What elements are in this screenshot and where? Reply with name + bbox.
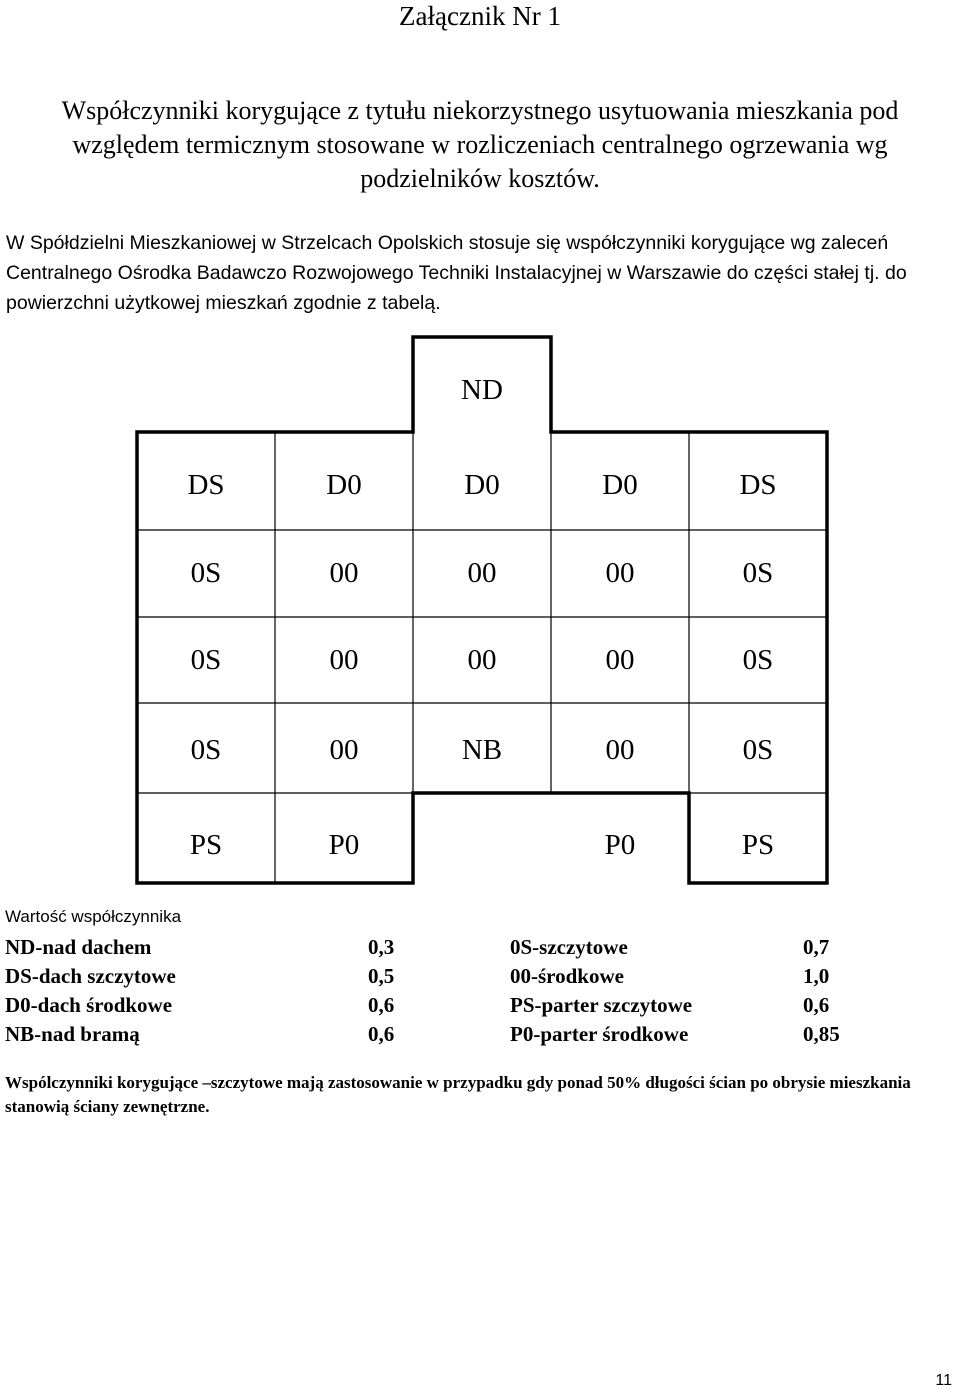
building-outline bbox=[137, 337, 827, 883]
apartment-cell-label: 0S bbox=[190, 557, 222, 589]
apartment-cell-label: 0S bbox=[742, 644, 774, 676]
apartment-cell-label: 0S bbox=[742, 734, 774, 766]
apartment-cell-label: D0 bbox=[326, 469, 362, 501]
legend-left-label: NB-nad bramą bbox=[5, 1022, 140, 1046]
apartment-cell-label: 00 bbox=[467, 644, 497, 676]
apartment-cell-label: 00 bbox=[329, 644, 359, 676]
apartment-cell-label: P0 bbox=[328, 829, 360, 861]
apartment-cell-label: 00 bbox=[605, 734, 635, 766]
apartment-cell-label: 00 bbox=[467, 557, 497, 589]
intro-paragraph: W Spółdzielni Mieszkaniowej w Strzelcach Opolskich stosuje się współczynniki korygujące wg zaleceń Centralnego Ośrodka Badawczo Rozwojowego Techniki Instalacyjnej w Warszawie do części stałej tj. do powierzchni użytkowej mieszkań zgodnie z tabelą. bbox=[6, 232, 907, 314]
apartment-cell-label: 00 bbox=[329, 557, 359, 589]
legend-right-value: 0,85 bbox=[803, 1022, 840, 1046]
apartment-cell-label: 0S bbox=[742, 557, 774, 589]
building-diagram bbox=[0, 330, 960, 890]
legend-left-label: D0-dach środkowe bbox=[5, 993, 173, 1017]
legend-left-label: ND-nad dachem bbox=[5, 935, 152, 959]
footnote: Wspólczynniki korygujące –szczytowe mają zastosowanie w przypadku gdy ponad 50% długości ścian po obrysie mieszkania stanowią ściany zewnętrzne. bbox=[5, 1073, 911, 1116]
legend-left-value: 0,6 bbox=[368, 993, 395, 1017]
roof-cell-label: ND bbox=[461, 374, 503, 406]
legend-right-value: 1,0 bbox=[803, 964, 830, 988]
legend-title: Wartość współczynnika bbox=[5, 907, 182, 926]
legend-left-value: 0,3 bbox=[368, 935, 395, 959]
document-heading: Współczynniki korygujące z tytułu niekorzystnego usytuowania mieszkania pod względem termicznym stosowane w rozliczeniach centralnego ogrzewania wg podzielników kosztów. bbox=[61, 96, 899, 193]
apartment-cell-label: 00 bbox=[605, 557, 635, 589]
legend-right-label: P0-parter środkowe bbox=[510, 1022, 689, 1046]
apartment-cell-label: PS bbox=[741, 829, 775, 861]
apartment-cell-label: NB bbox=[461, 734, 503, 766]
apartment-cell-label: 00 bbox=[605, 644, 635, 676]
apartment-cell-label: 0S bbox=[190, 734, 222, 766]
legend-right-label: 0S-szczytowe bbox=[510, 935, 628, 959]
apartment-cell-label: DS bbox=[187, 469, 225, 501]
apartment-cell-label: DS bbox=[739, 469, 777, 501]
page-number: 11 bbox=[935, 1372, 952, 1389]
apartment-cell-label: D0 bbox=[602, 469, 638, 501]
apartment-cell-label: 00 bbox=[329, 734, 359, 766]
legend-right-label: 00-środkowe bbox=[510, 964, 624, 988]
legend-right-value: 0,6 bbox=[803, 993, 830, 1017]
legend-left-value: 0,6 bbox=[368, 1022, 395, 1046]
legend-right-value: 0,7 bbox=[803, 935, 830, 959]
apartment-cell-label: PS bbox=[189, 829, 223, 861]
apartment-cell-label: 0S bbox=[190, 644, 222, 676]
annex-title: Załącznik Nr 1 bbox=[399, 1, 561, 31]
legend-left-label: DS-dach szczytowe bbox=[5, 964, 176, 988]
legend-left-value: 0,5 bbox=[368, 964, 395, 988]
legend-right-label: PS-parter szczytowe bbox=[510, 993, 693, 1017]
apartment-cell-label: P0 bbox=[604, 829, 636, 861]
apartment-cell-label: D0 bbox=[464, 469, 500, 501]
